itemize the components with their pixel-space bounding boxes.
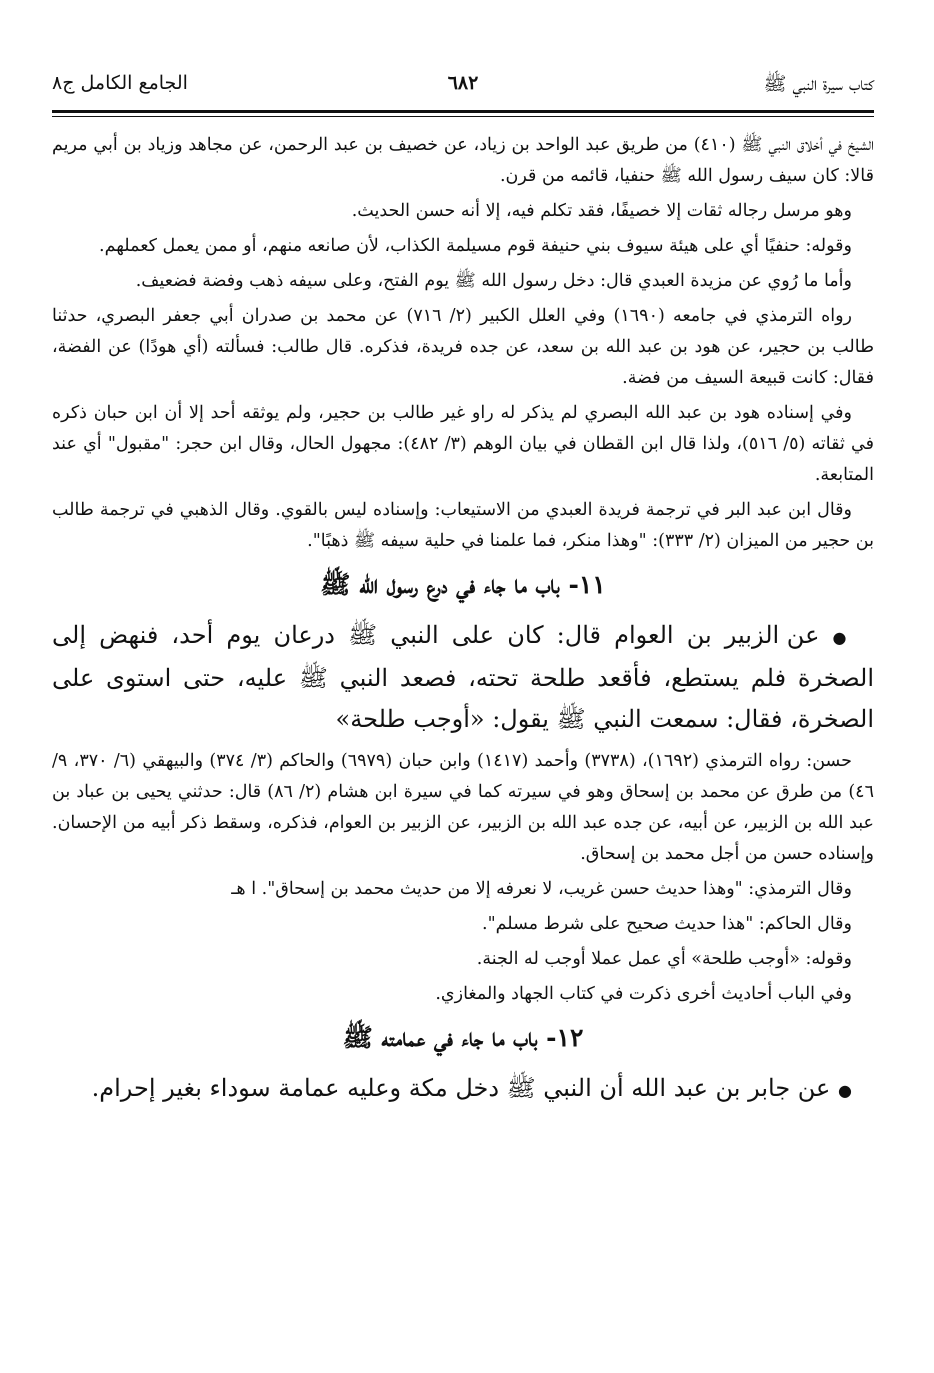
note-paragraph: الشيخ في أخلاق النبي ﷺ (٤١٠) من طريق عبد الواحد بن زياد، عن خصيف بن عبد الرحمن، عن مجاهد وزياد بن أبي مريم قالا: كان سيف رسول الله ﷺ حنفيا، قائمه من قرن. (52, 135, 874, 186)
hadith-body: عن جابر بن عبد الله أن النبي ﷺ دخل مكة وعليه عمامة سوداء بغير إحرام. (91, 1074, 831, 1102)
header-rule-thick (52, 110, 874, 113)
chapter-heading: ١٢- باب ما جاء في عمامته ﷺ (342, 1023, 584, 1052)
bullet-icon: ● (832, 628, 852, 647)
hadith-text (52, 615, 874, 740)
note-paragraph: وقال الحاكم: "هذا حديث صحيح على شرط مسلم". (482, 914, 852, 934)
running-header (52, 72, 874, 102)
chapter-heading: ١١- باب ما جاء في درع رسول الله ﷺ (320, 570, 606, 599)
note-paragraph: وقال ابن عبد البر في ترجمة فريدة العبدي من الاستيعاب: وإسناده ليس بالقوي. وقال الذهبي في ترجمة طالب بن حجير من الميزان (٢/ ٣٣٣): "وهذا منكر، فما علمنا في حلية سيفه ﷺ ذهبًا". (52, 500, 874, 551)
note-paragraph: وهو مرسل رجاله ثقات إلا خصيفًا، فقد تكلم فيه، إلا أنه حسن الحديث. (351, 201, 852, 221)
page-number: ٦٨٢ (447, 72, 479, 94)
note-paragraph: وفي الباب أحاديث أخرى ذكرت في كتاب الجهاد والمغازي. (435, 984, 852, 1004)
header-rule-thin (52, 116, 874, 117)
book-title: كتاب سيرة النبي ﷺ (763, 73, 874, 95)
note-paragraph: حسن: رواه الترمذي (١٦٩٢)، (٣٧٣٨) وأحمد (١٤١٧) وابن حبان (٦٩٧٩) والحاكم (٣/ ٣٧٤) والبيهقي (٦/ ٣٧٠، ٩/ ٤٦) من طرق عن محمد بن إسحاق وهو في سيرته كما في سيرة ابن هشام (٢/ ٨٦) قال: حدثني يحيى بن عباد بن عبد الله بن الزبير، عن أبيه، عن جده عبد الله بن الزبير، عن الزبير بن العوام، فذكره، وسقط ذكر أبيه من الإحسان. وإسناده حسن من أجل محمد بن إسحاق. (52, 751, 874, 864)
hadith-body: عن الزبير بن العوام قال: كان على النبي ﷺ درعان يوم أحد، فنهض إلى الصخرة فلم يستطع، فأقعد طلحة تحته، فصعد النبي ﷺ عليه، حتى استوى على الصخرة، فقال: سمعت النبي ﷺ يقول: «أوجب طلحة» (52, 621, 874, 733)
note-paragraph: رواه الترمذي في جامعه (١٦٩٠) وفي العلل الكبير (٢/ ٧١٦) عن محمد بن صدران أبي جعفر البصري، حدثنا طالب بن حجير، عن هود بن عبد الله بن سعد، عن جده فريدة، فذكره. قال طالب: فسألته (أي هودًا) عن الفضة، فقال: كانت قبيعة السيف من فضة. (52, 306, 874, 388)
note-paragraph: وقال الترمذي: "وهذا حديث حسن غريب، لا نعرفه إلا من حديث محمد بن إسحاق". ا هـ (231, 879, 852, 899)
hadith-text (52, 1068, 874, 1111)
note-paragraph: وأما ما رُوي عن مزيدة العبدي قال: دخل رسول الله ﷺ يوم الفتح، وعلى سيفه ذهب وفضة فضعيف. (135, 271, 852, 291)
note-paragraph: وقوله: حنفيًا أي على هيئة سيوف بني حنيفة قوم مسيلمة الكذاب، لأن صانعه منهم، أو ممن يعمل كعملهم. (99, 236, 852, 256)
bullet-icon: ● (838, 1081, 852, 1100)
page-body (52, 130, 874, 1117)
note-paragraph: وفي إسناده هود بن عبد الله البصري لم يذكر له راو غير طالب بن حجير، ولم يوثقه أحد إلا أن ابن حبان ذكره في ثقاته (٥/ ٥١٦)، ولذا قال ابن القطان في بيان الوهم (٣/ ٤٨٢): مجهول الحال، وقال ابن حجر: "مقبول" أي عند المتابعة. (52, 403, 874, 485)
note-paragraph: وقوله: «أوجب طلحة» أي عمل عملا أوجب له الجنة. (476, 949, 852, 969)
volume-label: الجامع الكامل ج٨ (52, 72, 188, 94)
